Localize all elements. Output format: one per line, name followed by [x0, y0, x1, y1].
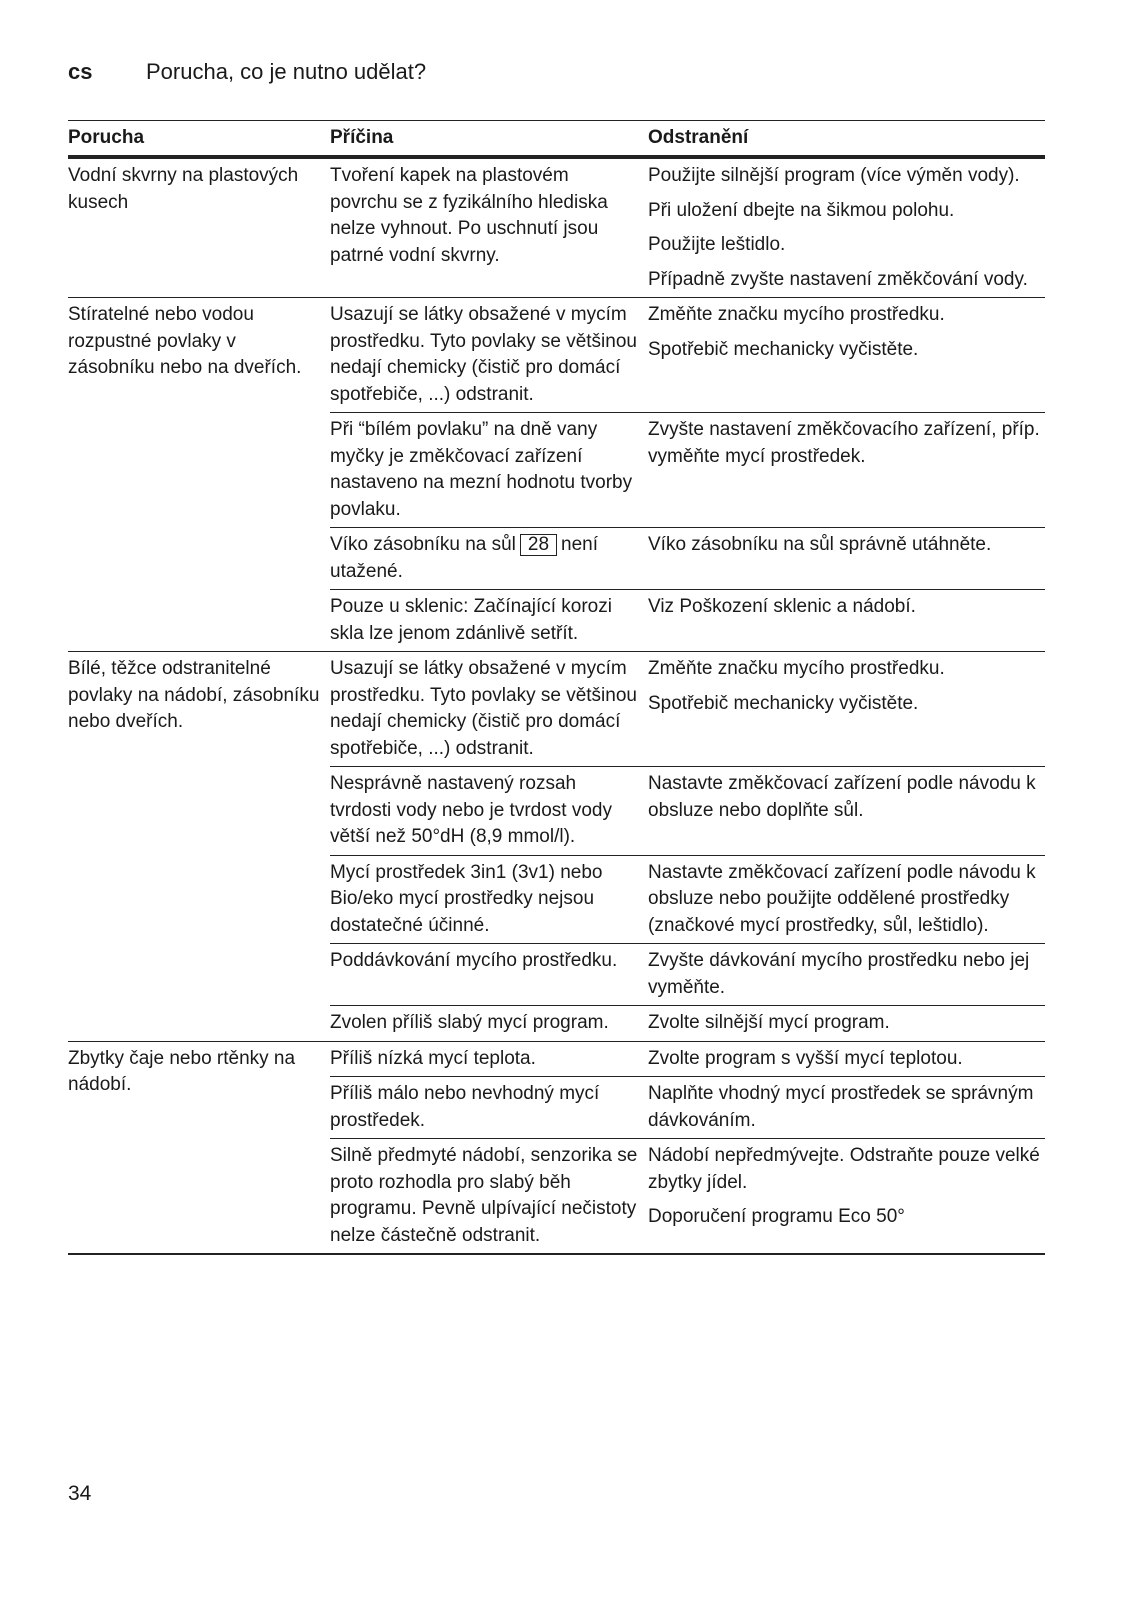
remedy-cell — [648, 417, 1045, 523]
remedy-line: Zvolte silnější mycí program. — [648, 1012, 890, 1033]
cause-cell: Silně předmyté nádobí, senzorika se proto rozhodla pro slabý běh programu. Pevně ulpívající nečistoty nelze částečně odstranit. — [330, 1145, 638, 1246]
page-title: Porucha, co je nutno udělat? — [146, 59, 427, 84]
remedy-line: Viz Poškození sklenic a nádobí. — [648, 596, 916, 617]
remedy-line: Použijte leštidlo. — [648, 234, 786, 255]
cause-cell — [330, 532, 648, 585]
remedy-cell — [648, 1046, 1045, 1073]
remedy-line: Případně zvyšte nastavení změkčování vody. — [648, 268, 1028, 290]
table-header-row — [68, 120, 1045, 159]
remedy-cell — [648, 948, 1045, 1001]
remedy-cell — [648, 1081, 1045, 1134]
troubleshooting-table — [68, 120, 1045, 1255]
page-header — [68, 56, 426, 88]
table-row — [330, 1139, 1045, 1253]
remedy-cell — [648, 860, 1045, 940]
table-row — [330, 652, 1045, 767]
table-row — [330, 856, 1045, 945]
remedy-line: Nádobí nepředmývejte. Odstraňte pouze velké zbytky jídel. — [648, 1145, 1040, 1193]
table-row — [330, 590, 1045, 651]
remedy-line: Použijte silnější program (více výměn vody). — [648, 165, 1020, 186]
fault-group — [68, 159, 1045, 298]
cause-cell: Při “bílém povlaku” na dně vany myčky je změkčovací zařízení nastaveno na mezní hodnotu tvorby povlaku. — [330, 419, 633, 520]
remedy-line: Naplňte vhodný mycí prostředek se správným dávkováním. — [648, 1083, 1034, 1131]
table-row — [330, 413, 1045, 528]
remedy-line: Nastavte změkčovací zařízení podle návodu k obsluze nebo doplňte sůl. — [648, 773, 1036, 821]
remedy-line: Při uložení dbejte na šikmou polohu. — [648, 199, 955, 221]
remedy-cell — [648, 532, 1045, 585]
page-number: 34 — [68, 1482, 92, 1505]
remedy-line: Zvyšte nastavení změkčovacího zařízení, příp. vyměňte mycí prostředek. — [648, 419, 1040, 467]
remedy-cell — [648, 1010, 1045, 1037]
column-header-remedy: Odstranění — [648, 127, 749, 148]
fault-cell: Bílé, těžce odstranitelné povlaky na nádobí, zásobníku nebo dveřích. — [68, 658, 320, 732]
reference-number-box: 28 — [520, 534, 557, 556]
cause-cell: Příliš málo nebo nevhodný mycí prostředek. — [330, 1083, 600, 1131]
cause-cell: Mycí prostředek 3in1 (3v1) nebo Bio/eko mycí prostředky nejsou dostatečné účinné. — [330, 861, 603, 936]
remedy-cell — [648, 1143, 1045, 1249]
remedy-cell — [648, 594, 1045, 647]
cause-cell: Nesprávně nastavený rozsah tvrdosti vody nebo je tvrdost vody větší než 50°dH (8,9 mmol/l). — [330, 773, 612, 847]
fault-group — [68, 652, 1045, 1042]
cause-text: není utažené. — [330, 534, 599, 582]
cause-cell: Usazují se látky obsažené v mycím prostředku. Tyto povlaky se většinou nedají chemicky (čistič pro domácí spotřebiče, ...) odstranit. — [330, 658, 637, 759]
cause-cell: Poddávkování mycího prostředku. — [330, 950, 618, 971]
table-row — [330, 159, 1045, 297]
remedy-line: Změňte značku mycího prostředku. — [648, 304, 945, 325]
cause-cell: Tvoření kapek na plastovém povrchu se z fyzikálního hlediska nelze vyhnout. Po uschnutí jsou patrné vodní skvrny. — [330, 165, 608, 266]
table-row — [330, 528, 1045, 590]
cause-cell: Pouze u sklenic: Začínající korozi skla lze jenom zdánlivě setřít. — [330, 596, 612, 644]
table-row — [330, 298, 1045, 413]
remedy-line: Víko zásobníku na sůl správně utáhněte. — [648, 534, 992, 555]
fault-cell: Zbytky čaje nebo rtěnky na nádobí. — [68, 1047, 296, 1095]
remedy-line: Zvyšte dávkování mycího prostředku nebo jej vyměňte. — [648, 950, 1030, 998]
remedy-line: Nastavte změkčovací zařízení podle návodu k obsluze nebo použijte oddělené prostředky (značkové mycí prostředky, sůl, leštidlo). — [648, 861, 1036, 936]
remedy-line: Zvolte program s vyšší mycí teplotou. — [648, 1047, 963, 1069]
cause-cell: Usazují se látky obsažené v mycím prostředku. Tyto povlaky se většinou nedají chemicky (čistič pro domácí spotřebiče, ...) odstranit. — [330, 304, 637, 405]
remedy-cell — [648, 656, 1045, 762]
table-row — [330, 944, 1045, 1006]
fault-group — [68, 1042, 1045, 1256]
table-row — [330, 1077, 1045, 1139]
column-header-cause: Příčina — [330, 127, 394, 148]
remedy-cell — [648, 302, 1045, 408]
table-row — [330, 767, 1045, 856]
remedy-line: Spotřebič mechanicky vyčistěte. — [648, 338, 919, 360]
language-code: cs — [68, 59, 93, 84]
fault-cell: Vodní skvrny na plastových kusech — [68, 165, 299, 213]
remedy-line: Doporučení programu Eco 50° — [648, 1206, 905, 1227]
remedy-cell — [648, 163, 1045, 293]
table-row — [330, 1042, 1045, 1078]
remedy-line: Spotřebič mechanicky vyčistěte. — [648, 692, 919, 714]
column-header-fault: Porucha — [68, 127, 145, 148]
fault-group — [68, 298, 1045, 652]
table-row — [330, 1006, 1045, 1041]
remedy-line: Změňte značku mycího prostředku. — [648, 658, 945, 679]
cause-cell: Příliš nízká mycí teplota. — [330, 1047, 536, 1069]
remedy-cell — [648, 771, 1045, 851]
cause-text: Víko zásobníku na sůl — [330, 534, 516, 555]
fault-cell: Stíratelné nebo vodou rozpustné povlaky v zásobníku nebo na dveřích. — [68, 304, 302, 378]
cause-cell: Zvolen příliš slabý mycí program. — [330, 1012, 609, 1033]
